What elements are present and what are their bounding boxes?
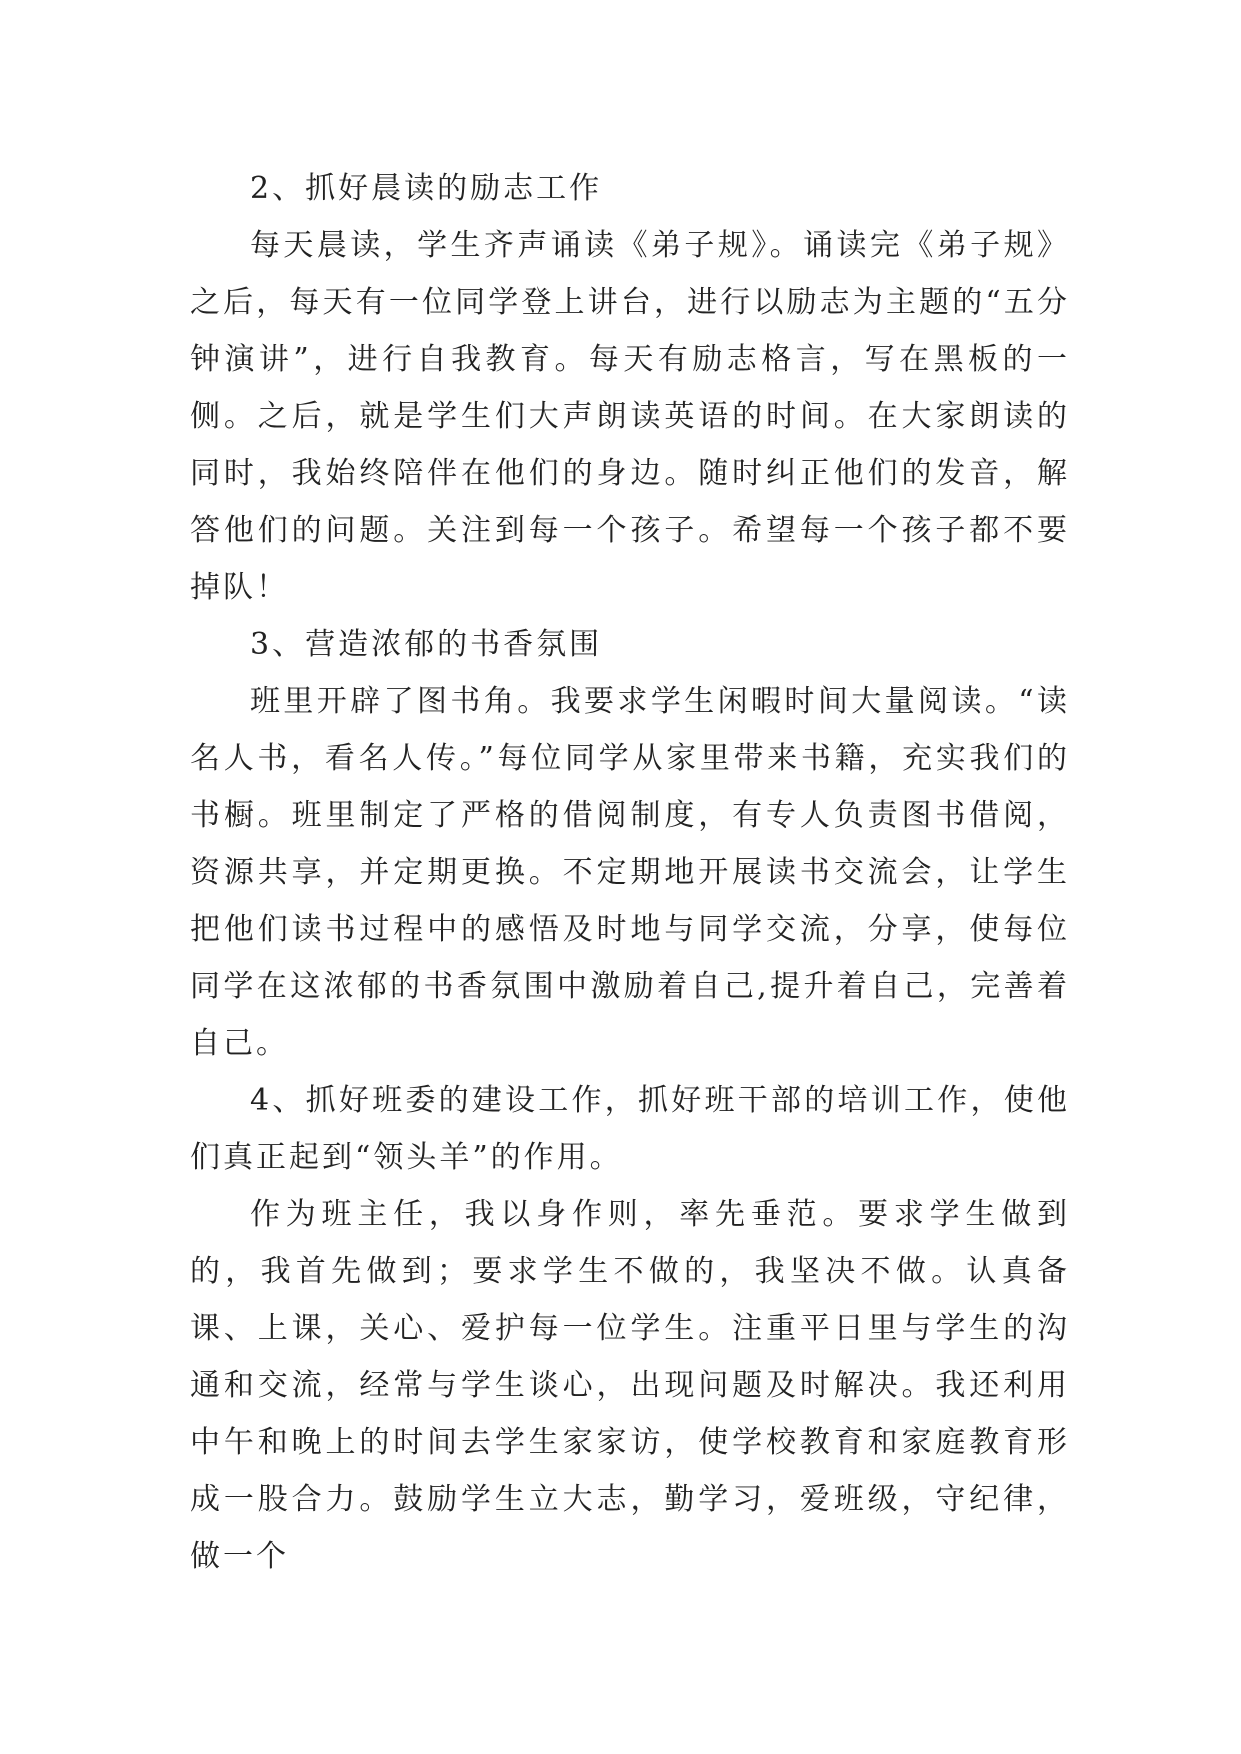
heading-reading-atmosphere: 3、营造浓郁的书香氛围	[250, 627, 603, 662]
paragraph-morning-reading: 每天晨读，学生齐声诵读《弟子规》。诵读完《弟子规》之后，每天有一位同学登上讲台，进行以励志为主题的“五分钟演讲”，进行自我教育。每天有励志格言，写在黑板的一侧。之后，就是学生们大声朗读英语的时间。在大家朗读的同时，我始终陪伴在他们的身边。随时纠正他们的发音，解答他们的问题。关注到每一个孩子。希望每一个孩子都不要掉队！	[190, 228, 1070, 605]
paragraph-class-teacher: 作为班主任，我以身作则，率先垂范。要求学生做到的，我首先做到；要求学生不做的，我坚决不做。认真备课、上课，关心、爱护每一位学生。注重平日里与学生的沟通和交流，经常与学生谈心，出现问题及时解决。我还利用中午和晚上的时间去学生家家访，使学校教育和家庭教育形成一股合力。鼓励学生立大志，勤学习，爱班级，守纪律，做一个	[190, 1197, 1070, 1574]
heading-class-committee: 4、抓好班委的建设工作，抓好班干部的培训工作，使他们真正起到“领头羊”的作用。	[190, 1083, 1070, 1175]
document-body	[190, 160, 1070, 1585]
heading-morning-reading: 2、抓好晨读的励志工作	[250, 171, 603, 206]
paragraph-reading-atmosphere: 班里开辟了图书角。我要求学生闲暇时间大量阅读。“读名人书，看名人传。”每位同学从家里带来书籍，充实我们的书橱。班里制定了严格的借阅制度，有专人负责图书借阅，资源共享，并定期更换。不定期地开展读书交流会，让学生把他们读书过程中的感悟及时地与同学交流，分享，使每位同学在这浓郁的书香氛围中激励着自己,提升着自己，完善着自己。	[190, 684, 1070, 1061]
